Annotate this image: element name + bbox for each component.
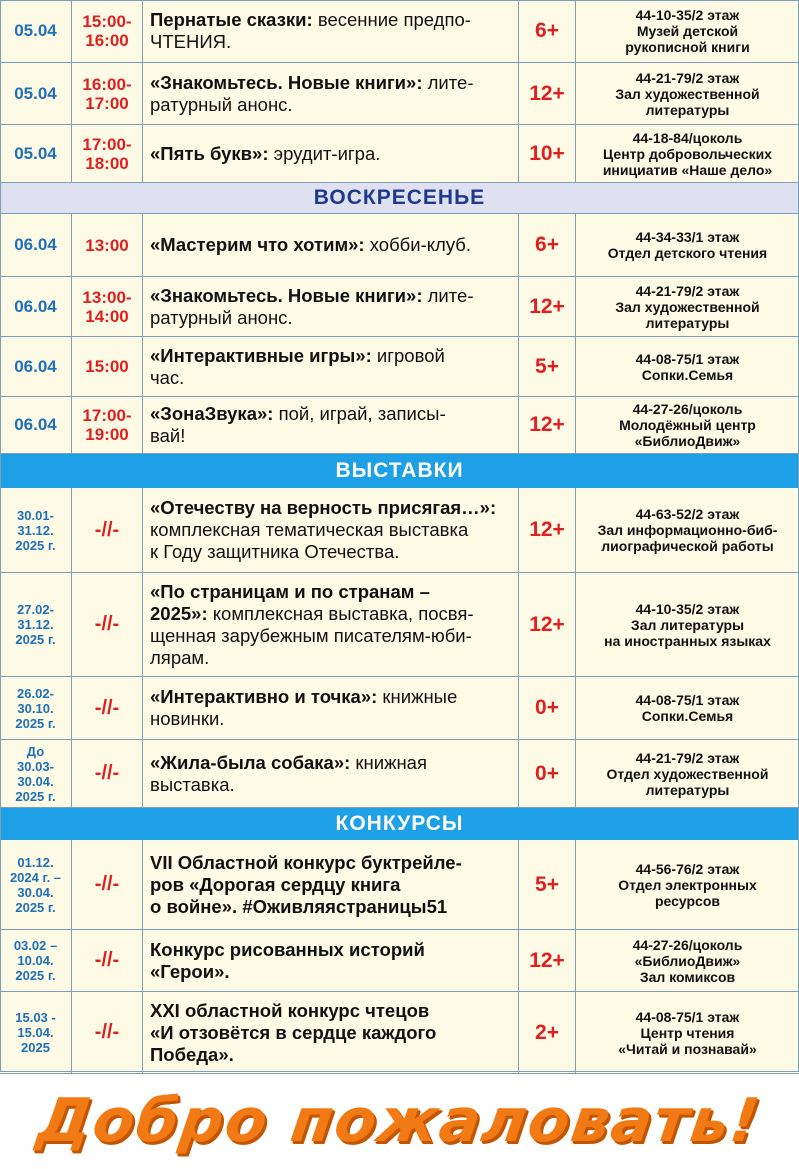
event-date: 06.04: [0, 214, 72, 276]
location-line: Сопки.Семья: [641, 366, 734, 383]
location-line: 44-08-75/1 этаж: [635, 350, 740, 367]
age-rating: 12+: [519, 573, 576, 676]
event-date: 06.04: [0, 397, 72, 453]
age-rating: 12+: [519, 277, 576, 336]
location-line: инициатив «Наше дело»: [602, 161, 773, 178]
table-row: [0, 930, 799, 992]
age-rating: 12+: [519, 63, 576, 124]
event-title: [143, 63, 519, 124]
event-date: 27.02- 31.12. 2025 г.: [0, 573, 72, 676]
event-location: [576, 0, 799, 62]
location-line: 44-21-79/2 этаж: [635, 282, 740, 299]
event-location: [576, 63, 799, 124]
location-line: Центр чтения: [640, 1024, 735, 1041]
table-row: [0, 0, 799, 63]
event-date: 15.03 - 15.04. 2025: [0, 992, 72, 1073]
table-row: [0, 840, 799, 930]
event-time: -//-: [72, 740, 143, 807]
event-title-description: лите- ратурный анонс.: [150, 71, 474, 115]
event-location: [576, 337, 799, 396]
location-line: Центр добровольческих: [603, 145, 772, 162]
event-title: [143, 0, 519, 62]
event-time: -//-: [72, 992, 143, 1073]
event-date: 05.04: [0, 0, 72, 62]
age-rating: 12+: [519, 930, 576, 991]
table-row: [0, 740, 799, 808]
event-title-bold: VII Областной конкурс буктрейле- ров «Дорогая сердцу книга о войне». #Оживляястраницы51: [150, 851, 462, 917]
event-title-bold: «Мастерим что хотим»:: [150, 234, 365, 255]
event-title: [143, 677, 519, 739]
location-line: лиографической работы: [601, 538, 774, 554]
table-row: [0, 337, 799, 397]
event-location: [576, 740, 799, 807]
age-rating: 0+: [519, 740, 576, 807]
event-time: -//-: [72, 930, 143, 991]
event-title: [143, 337, 519, 396]
event-time: 17:00- 19:00: [72, 397, 143, 453]
section-header: ВОСКРЕСЕНЬЕ: [0, 183, 799, 214]
event-title: [143, 125, 519, 182]
location-line: 44-27-26/цоколь: [632, 401, 743, 417]
event-title-bold: «ЗонаЗвука»:: [150, 403, 274, 424]
event-time: -//-: [72, 573, 143, 676]
location-line: Зал комиксов: [639, 968, 736, 985]
location-line: Музей детской: [636, 23, 739, 39]
location-line: «БиблиоДвиж»: [634, 433, 741, 449]
event-title-bold: «Интерактивно и точка»:: [150, 686, 378, 707]
event-location: [576, 573, 799, 676]
age-rating: 12+: [519, 488, 576, 572]
event-title: [143, 488, 519, 572]
location-line: 44-08-75/1 этаж: [635, 1008, 740, 1025]
event-title-description: комплексная тематическая выставка к Году защитника Отечества.: [150, 519, 469, 562]
section-header: КОНКУРСЫ: [0, 808, 799, 840]
event-date: 06.04: [0, 277, 72, 336]
event-time: 15:00- 16:00: [72, 0, 143, 62]
event-time: 17:00- 18:00: [72, 125, 143, 182]
event-title-bold: Пернатые сказки:: [150, 9, 313, 30]
event-title-description: комплексная выставка, посвя- щенная зарубежным писателям-юби- лярам.: [150, 602, 474, 668]
event-date: До 30.03- 30.04. 2025 г.: [0, 740, 72, 807]
location-line: рукописной книги: [625, 39, 750, 55]
location-line: Зал литературы: [630, 616, 745, 633]
location-line: Отдел детского чтения: [607, 245, 768, 261]
event-title: [143, 930, 519, 991]
location-line: Молодёжный центр: [619, 417, 756, 433]
location-line: 44-34-33/1 этаж: [635, 229, 740, 245]
event-location: [576, 125, 799, 182]
event-time: 13:00- 14:00: [72, 277, 143, 336]
event-location: [576, 677, 799, 739]
event-title: [143, 397, 519, 453]
event-date: 05.04: [0, 125, 72, 182]
location-line: Зал художественной: [615, 85, 760, 102]
table-row: [0, 677, 799, 740]
event-title-bold: «Интерактивные игры»:: [150, 344, 372, 366]
event-date: 01.12. 2024 г. – 30.04. 2025 г.: [0, 840, 72, 929]
event-title: [143, 740, 519, 807]
event-title-bold: XXI областной конкурс чтецов «И отзовётся в сердце каждого Победа».: [150, 999, 437, 1065]
event-title-bold: «Жила-была собака»:: [150, 751, 351, 773]
location-line: 44-21-79/2 этаж: [635, 749, 740, 766]
event-title-description: хобби-клуб.: [364, 234, 472, 255]
location-line: 44-10-35/2 этаж: [635, 600, 740, 617]
section-header: ВЫСТАВКИ: [0, 454, 799, 488]
event-location: [576, 992, 799, 1073]
event-time: -//-: [72, 840, 143, 929]
event-time: 16:00- 17:00: [72, 63, 143, 124]
location-line: 44-10-35/2 этаж: [635, 7, 740, 23]
age-rating: 12+: [519, 397, 576, 453]
table-row: [0, 488, 799, 573]
location-line: 44-56-76/2 этаж: [635, 860, 740, 877]
event-title-description: весенние предпо- ЧТЕНИЯ.: [150, 9, 471, 52]
event-title-description: книжные новинки.: [150, 686, 458, 729]
event-date: 03.02 – 10.04. 2025 г.: [0, 930, 72, 991]
event-title-bold: «По страницам и по странам – 2025»:: [150, 580, 430, 624]
table-row: [0, 125, 799, 183]
table-row: [0, 573, 799, 677]
event-title-bold: «Знакомьтесь. Новые книги»:: [150, 71, 423, 93]
event-title-bold: «Отечеству на верность присягая…»:: [150, 497, 497, 518]
event-title-description: эрудит-игра.: [268, 142, 381, 164]
location-line: Отдел художественной: [606, 765, 769, 782]
location-line: Отдел электронных: [618, 876, 757, 893]
age-rating: 10+: [519, 125, 576, 182]
table-row: [0, 397, 799, 454]
event-title-bold: «Знакомьтесь. Новые книги»:: [150, 284, 423, 306]
location-line: 44-18-84/цоколь: [632, 129, 743, 146]
event-title-description: пой, играй, записы- вай!: [150, 403, 446, 446]
location-line: 44-63-52/2 этаж: [635, 506, 740, 522]
location-line: 44-08-75/1 этаж: [635, 692, 740, 708]
event-time: -//-: [72, 488, 143, 572]
event-title: [143, 840, 519, 929]
event-title-description: игровой час.: [150, 344, 445, 388]
event-location: [576, 214, 799, 276]
location-line: на иностранных языках: [604, 632, 771, 649]
event-title: [143, 992, 519, 1073]
table-row: [0, 992, 799, 1074]
event-title: [143, 214, 519, 276]
event-location: [576, 930, 799, 991]
event-title-bold: Конкурс рисованных историй «Герои».: [150, 938, 425, 982]
event-title: [143, 277, 519, 336]
age-rating: 0+: [519, 677, 576, 739]
location-line: «БиблиоДвиж»: [634, 952, 741, 969]
location-line: 44-27-26/цоколь: [632, 936, 743, 953]
age-rating: 6+: [519, 0, 576, 62]
age-rating: 2+: [519, 992, 576, 1073]
location-line: ресурсов: [654, 892, 721, 909]
location-line: Сопки.Семья: [641, 708, 734, 724]
welcome-text: Добро пожаловать!: [33, 1086, 766, 1156]
event-title: [143, 573, 519, 676]
location-line: литературы: [645, 314, 730, 331]
event-title-description: книжная выставка.: [150, 751, 427, 795]
event-location: [576, 397, 799, 453]
location-line: Зал информационно-биб-: [597, 522, 778, 538]
table-row: [0, 277, 799, 337]
location-line: «Читай и познавай»: [618, 1040, 757, 1057]
event-time: -//-: [72, 677, 143, 739]
location-line: литературы: [645, 101, 730, 118]
event-date: 30.01- 31.12. 2025 г.: [0, 488, 72, 572]
event-time: 13:00: [72, 214, 143, 276]
welcome-banner: [0, 1073, 799, 1169]
event-location: [576, 488, 799, 572]
event-title-bold: «Пять букв»:: [150, 142, 269, 164]
table-row: [0, 214, 799, 277]
event-time: 15:00: [72, 337, 143, 396]
event-location: [576, 840, 799, 929]
event-date: 05.04: [0, 63, 72, 124]
event-title-description: лите- ратурный анонс.: [150, 284, 474, 328]
event-date: 26.02- 30.10. 2025 г.: [0, 677, 72, 739]
event-date: 06.04: [0, 337, 72, 396]
location-line: Зал художественной: [615, 298, 760, 315]
age-rating: 6+: [519, 214, 576, 276]
table-row: [0, 63, 799, 125]
age-rating: 5+: [519, 840, 576, 929]
location-line: литературы: [645, 781, 730, 798]
event-location: [576, 277, 799, 336]
age-rating: 5+: [519, 337, 576, 396]
location-line: 44-21-79/2 этаж: [635, 69, 740, 86]
